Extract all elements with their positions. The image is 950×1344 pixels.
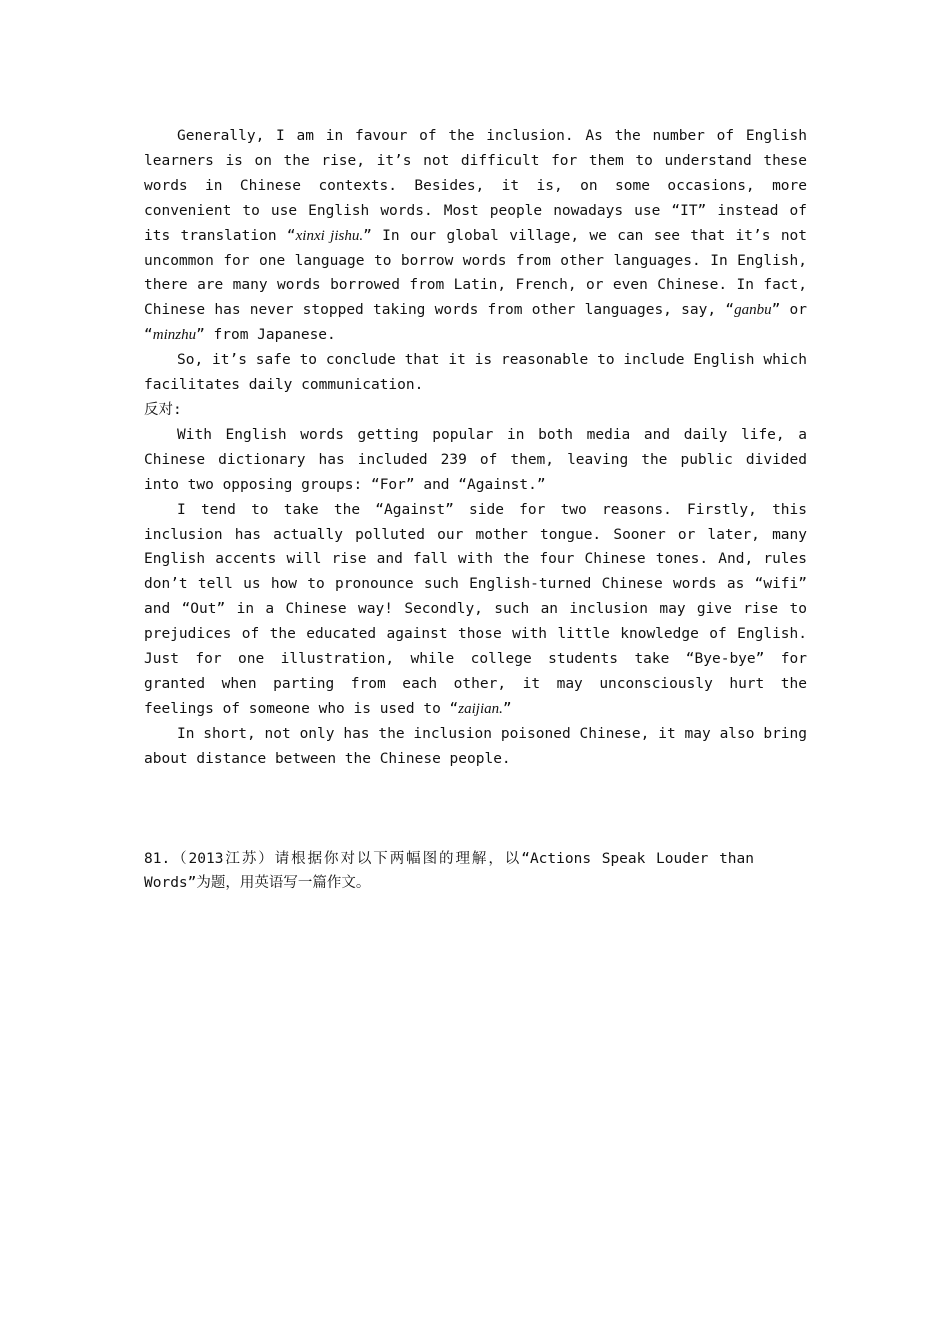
for-paragraph-1-text-d: ” from Japanese. [196,327,336,344]
against-paragraph-2-text-a: I tend to take the “Against” side for two reasons. Firstly, this inclusion has actually polluted our mother tongue. Sooner or later, many English accents will rise and fall with the four Chinese tones. And, rules don’t tell us how to pronounce such English-turned Chinese words as “wifi” and “Out” in a Chinese way! Secondly, such an inclusion may give rise to prejudices of the educated against those with little knowledge of English. Just for one illustration, while college students take “Bye-bye” for granted when parting from each other, it may unconsciously hurt the feelings of someone who is used to “ [144,501,807,717]
term-ganbu: ganbu [734,302,772,319]
against-label: 反对: [144,401,182,418]
term-minzhu: minzhu [152,327,197,344]
against-paragraph-3: In short, not only has the inclusion poisoned Chinese, it may also bring about distance between the Chinese people. [144,725,807,767]
against-paragraph-2-text-b: ” [502,700,512,717]
term-xinxi-jishu: xinxi jishu. [295,227,364,244]
document-page [144,124,807,896]
against-paragraph-2 [144,498,807,722]
for-paragraph-1-text-b: ” In our global village, we can see that it’s not uncommon for one language to borrow words from other languages. In English, there are many words borrowed from Latin, French, or even Chinese. In fact, Chinese has never stopped taking words from other languages, say, “ [144,227,808,319]
for-paragraph-2: So, it’s safe to conclude that it is reasonable to include English which facilitates daily communication. [144,352,807,394]
against-paragraph-1: With English words getting popular in both media and daily life, a Chinese dictionary has included 239 of them, leaving the public divided into two opposing groups: “For” and “Against.” [144,426,807,493]
question-81: 81.（2013江苏）请根据你对以下两幅图的理解，以“Actions Speak Louder than Words”为题，用英语写一篇作文。 [144,850,754,892]
section-spacer [144,772,807,847]
term-zaijian: zaijian. [458,700,503,717]
for-paragraph-1-text-a: Generally, I am in favour of the inclusion. As the number of English learners is on the rise, it’s not difficult for them to understand these words in Chinese contexts. Besides, it is, on some occasions, more convenient to use English words. Most people nowadays use “IT” instead of its translation “ [144,128,807,244]
for-paragraph-1-text-c: ” or “ [144,302,807,344]
for-paragraph-1 [144,124,807,348]
